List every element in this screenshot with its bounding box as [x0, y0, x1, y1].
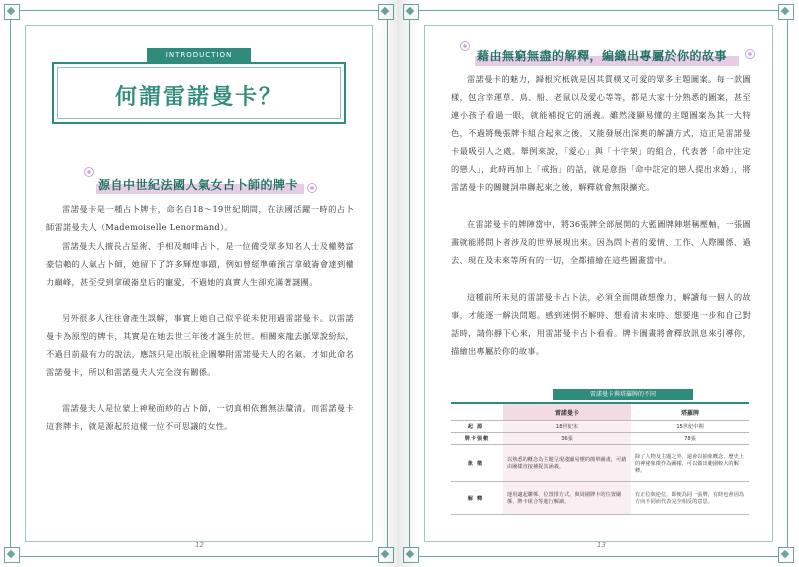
table-row [451, 482, 749, 515]
page-number: 13 [597, 541, 606, 549]
paragraph: 在雷諾曼卡的牌陣當中，將36張牌全部展開的大藍圖牌陣堪稱壓軸，一張圖畫就能將問卜者涉及的世界展現出來。因為問卜者的愛情、工作、人際關係、過去、現在及未來等所有的一切，全都描繪在這些圖畫當中。 [451, 219, 751, 265]
flower-ornament-icon [306, 182, 318, 194]
cell-tarot: 15世紀中期 [631, 421, 749, 433]
section-heading: 藉由無窮無盡的解釋，編織出專屬於你的故事 [477, 49, 728, 63]
cell-tarot: 78張 [631, 433, 749, 445]
corner-ornament-icon [778, 4, 794, 20]
table-header: 雷諾曼卡 [503, 403, 631, 421]
row-key: 牌卡張數 [451, 433, 503, 445]
row-key: 象徵 [451, 445, 503, 482]
paragraph: 雷諾曼卡是一種占卜牌卡，命名自18～19世紀期間，在法國活躍一時的占卜師雷諾曼夫人（Mademoiselle Lenormand）。 [46, 204, 354, 232]
row-key: 起源 [451, 421, 503, 433]
corner-ornament-icon [4, 547, 20, 563]
cell-lenormand: 以熟悉的概念為主題呈現淺顯易懂的簡單圖畫，可藉由圖樣直接補捉其涵義。 [503, 445, 631, 482]
flower-ornament-icon [459, 40, 471, 52]
table-header: 塔羅牌 [631, 403, 749, 421]
corner-ornament-icon [778, 547, 794, 563]
section-heading: 源自中世紀法國人氣女占卜師的牌卡 [98, 178, 299, 192]
flower-ornament-icon [744, 48, 756, 60]
row-key: 解釋 [451, 482, 503, 515]
table-header [451, 403, 503, 421]
cell-tarot: 有正位與逆位，即便為同一張牌，有時也會因為方向不同而代表完全相反的意思。 [631, 482, 749, 515]
cell-lenormand: 運用適起聯係、位置排方式、與周圍牌卡的位置關係、牌卡組合等進行解讀。 [503, 482, 631, 515]
page-title: 何謂雷諾曼卡？ [114, 84, 283, 110]
table-row [451, 445, 749, 482]
cell-tarot: 除了人物及主題之外，還會以抽象概念、歷史上的神祕象徵作為圖樣，可以做出範圍較大的解釋。 [631, 445, 749, 482]
page-number: 12 [195, 541, 204, 549]
paragraph: 雷諾曼卡的魅力，歸根究柢就是因其質樸又可愛的眾多主題圖案。每一款圖樣，包含幸運草、鳥、船、老鼠以及愛心等等，都是大家十分熟悉的圖案，甚至連小孩子看過一眼，就能補捉它的涵義。雖然淺顯易懂的主題圖案為其一大特色，不過將幾張牌卡組合起來之後，又能發展出深奧的解讀方式，這正是雷諾曼卡最吸引人之處。舉例來說，「愛心」與「十字架」的組合，代表著「命中注定的戀人」，此時再加上「戒指」的話，就是意指「命中註定的戀人提出求婚」，將雷諾曼卡的關鍵詞串聯起來之後，解釋就會無限擴充。 [451, 74, 751, 192]
table-header-row [451, 403, 749, 421]
flower-ornament-icon [83, 166, 95, 178]
paragraph: 這種前所未見的雷諾曼卡占卜法，必須全面開啟想像力，解讀每一個人的故事，才能逐一解決問題。感到迷惘不解時、想看清未來時、想要進一步和自己對話時，請你靜下心來，用雷諾曼卡占卜看看。牌卡圖畫將會釋放訊息來引導你，描繪出專屬於你的故事。 [451, 292, 751, 356]
intro-tag: INTRODUCTION [147, 48, 251, 62]
cell-lenormand: 36張 [503, 433, 631, 445]
corner-ornament-icon [4, 4, 20, 20]
table-title: 雷諾曼卡與塔羅牌的不同 [553, 389, 693, 400]
left-page [0, 0, 399, 567]
paragraph: 雷諾曼夫人是位蒙上神秘面紗的占卜師，一切真相依舊無法釐清。而雷諾曼卡這套牌卡，就是源起於這樣一位不可思議的女性。 [46, 403, 354, 431]
table-row [451, 421, 749, 433]
comparison-table [451, 402, 749, 515]
table-row [451, 433, 749, 445]
title-box [52, 62, 346, 124]
paragraph: 另外很多人往往會產生誤解，事實上她自己似乎從未使用過雷諾曼卡。以雷諾曼卡為原型的牌卡，其實是在她去世三年後才誕生於世。相關來龍去脈眾說紛紜，不過目前最有力的說法，應該只是出版社企圖攀附雷諾曼夫人的名氣，才如此命名雷諾曼卡，所以和雷諾曼夫人完全沒有關係。 [46, 313, 354, 377]
cell-lenormand: 18世紀末 [503, 421, 631, 433]
paragraph: 雷諾曼夫人擅長占星術、手相及咖啡占卜，是一位備受眾多知名人士及權勢富豪信賴的人氣占卜師，她留下了許多輝煌事蹟，例如曾經準確預言拿破崙會達到權力巔峰，甚至受到拿破崙皇后的寵愛，不過她的真實人生卻充滿著謎團。 [46, 241, 354, 287]
